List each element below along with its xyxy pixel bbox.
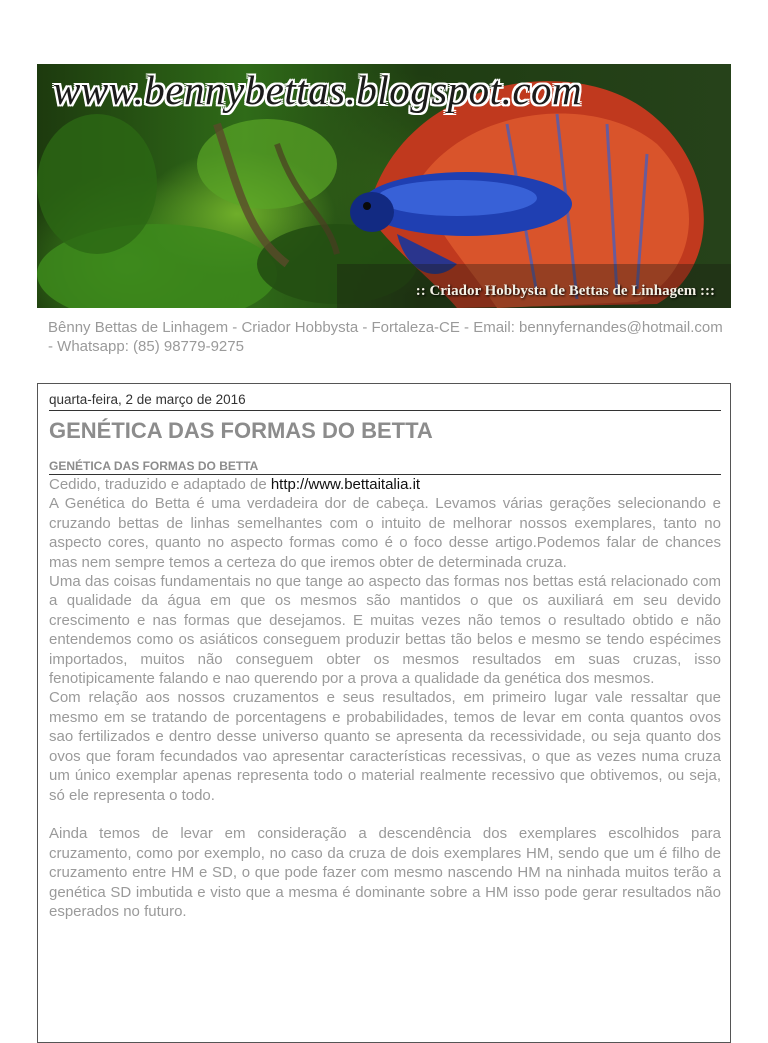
credit-prefix: Cedido, traduzido e adaptado de	[49, 476, 271, 493]
header-banner[interactable]	[37, 64, 731, 308]
source-link[interactable]: http://www.bettaitalia.it	[270, 476, 421, 493]
paragraph: Ainda temos de levar em consideração a descendência dos exemplares escolhidos para cruzamento, como por exemplo, no caso da cruza de dois exemplares HM, sendo que um é filho de cruzamento entre HM e SD, o que pode fazer com mesmo nascendo HM na ninhada muitos terão a genética SD imbutida e visto que a mesma é dominante sobre a HM isso pode gerar resultados não esperados no futuro.	[49, 825, 721, 920]
credit-line	[49, 475, 721, 494]
post-container	[37, 383, 731, 1043]
post-body	[49, 475, 721, 921]
paragraph: Uma das coisas fundamentais no que tange ao aspecto das formas nos bettas está relacionado com a qualidade da água em que os mesmos são mantidos o que os auxiliará em seu devido crescimento e nas formas que desejamos. E muitas vezes não temos o resultado obtido e não entendemos como os asiáticos conseguem produzir bettas tão belos e mesmo se tendo espécimes importados, muitos não conseguem obter os mesmos resultados em suas cruzas, isso fenotipicamente falando e nao querendo por a prova a qualidade da genética dos mesmos.	[49, 573, 721, 688]
blog-description: Bênny Bettas de Linhagem - Criador Hobbysta - Fortaleza-CE - Email: bennyfernandes@hotmail.com - Whatsapp: (85) 98779-9275	[48, 319, 723, 355]
paragraph: Com relação aos nossos cruzamentos e seus resultados, em primeiro lugar vale ressaltar que mesmo em se tratando de porcentagens e probabilidades, temos de levar em conta quantos ovos sao fertilizados e dentro desse universo quanto se apresenta da recessividade, ou seja quanto dos ovos que foram fecundados vao apresentar características recessivas, o que as vezes numa cruza um único exemplar apenas representa todo o material realmente recessivo que obtivemos, ou seja, só ele representa o todo.	[49, 689, 721, 804]
post-subtitle: GENÉTICA DAS FORMAS DO BETTA	[49, 458, 721, 475]
post-date: quarta-feira, 2 de março de 2016	[49, 391, 721, 411]
paragraph: A Genética do Betta é uma verdadeira dor de cabeça. Levamos várias gerações selecionando e cruzando bettas de linhas semelhantes com o intuito de melhorar nossos exemplares, tanto no aspecto cores, quanto no aspecto formas como é o foco desse artigo.Podemos falar de chances mas nem sempre temos a certeza do que iremos obter de determinada cruza.	[49, 495, 721, 571]
banner-title: www.bennybettas.blogspot.com	[53, 67, 583, 113]
banner-subtitle: :: Criador Hobbysta de Bettas de Linhagem :::	[415, 283, 715, 299]
post-title[interactable]: GENÉTICA DAS FORMAS DO BETTA	[49, 418, 433, 443]
paragraph-spacer	[49, 805, 721, 824]
